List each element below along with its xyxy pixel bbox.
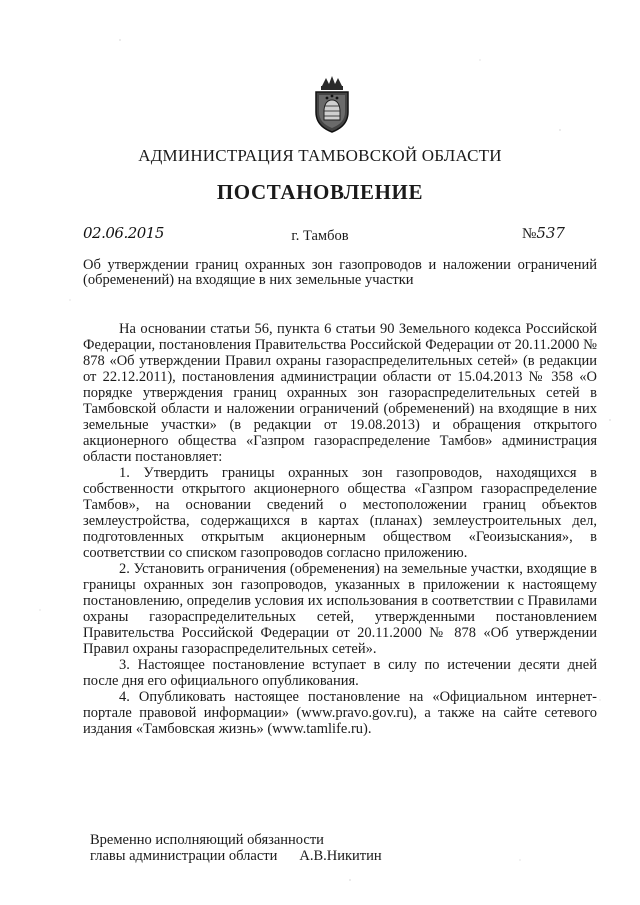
clause-paragraph: 4. Опубликовать настоящее постановление на «Официальном интернет-портале правовой информации» (www.pravo.gov.ru), а также на сайте сетевого издания «Тамбовская жизнь» (www.tamlife.ru). xyxy=(83,689,597,737)
signatory-position-line-2: главы администрации области xyxy=(90,848,278,864)
handwritten-number: 537 xyxy=(536,224,565,242)
handwritten-date: 02.06.2015 xyxy=(83,224,164,242)
clause-paragraph: 1. Утвердить границы охранных зон газопроводов, находящихся в собственности открытого акционерного общества «Газпром газораспределение Тамбов», на основании сведений о местоположении границ объектов землеустройства, содержащихся в картах (планах) землеустроительных дел, подготовленных открытым акционерным обществом «Геоизыскания», в соответствии со списком газопроводов согласно приложению. xyxy=(83,465,597,561)
preamble-paragraph: На основании статьи 56, пункта 6 статьи 90 Земельного кодекса Российской Федерации, постановления Правительства Российской Федерации от 20.11.2000 № 878 «Об утверждении Правил охраны газораспределительных сетей» (в редакции от 22.12.2011), постановления администрации области от 15.04.2013 № 358 «О порядке утверждения границ охранных зон газораспределительных сетей в Тамбовской области и наложении ограничений (обременений) на входящие в них земельные участки» (в редакции от 19.08.2013) и обращения открытого акционерного общества «Газпром газораспределение Тамбов» администрация области постановляет: xyxy=(83,321,597,465)
number-prefix: № xyxy=(522,226,537,242)
signatory-name: А.В.Никитин xyxy=(299,848,382,864)
document-body xyxy=(83,321,597,737)
coat-of-arms-icon xyxy=(300,72,364,136)
organization-title: АДМИНИСТРАЦИЯ ТАМБОВСКОЙ ОБЛАСТИ xyxy=(138,146,502,165)
document-type-heading: ПОСТАНОВЛЕНИЕ xyxy=(216,180,424,204)
clause-paragraph: 2. Установить ограничения (обременения) на земельные участки, входящие в границы охранных зон газопроводов, указанных в приложении к настоящему постановлению, определив условия их использования в соответствии с Правилами охраны газораспределительных сетей, утвержденными постановлением Правительства Российской Федерации от 20.11.2000 № 878 «Об утверждении Правил охраны газораспределительных сетей». xyxy=(83,561,597,657)
signatory-position-line-1: Временно исполняющий обязанности xyxy=(90,832,324,848)
city-line: г. Тамбов xyxy=(291,228,349,244)
clause-paragraph: 3. Настоящее постановление вступает в силу по истечении десяти дней после дня его официального опубликования. xyxy=(83,657,597,689)
document-subject: Об утверждении границ охранных зон газопроводов и наложении ограничений (обременений) на входящие в них земельные участки xyxy=(83,257,597,288)
signature-block xyxy=(90,832,382,864)
document-number xyxy=(522,224,565,243)
